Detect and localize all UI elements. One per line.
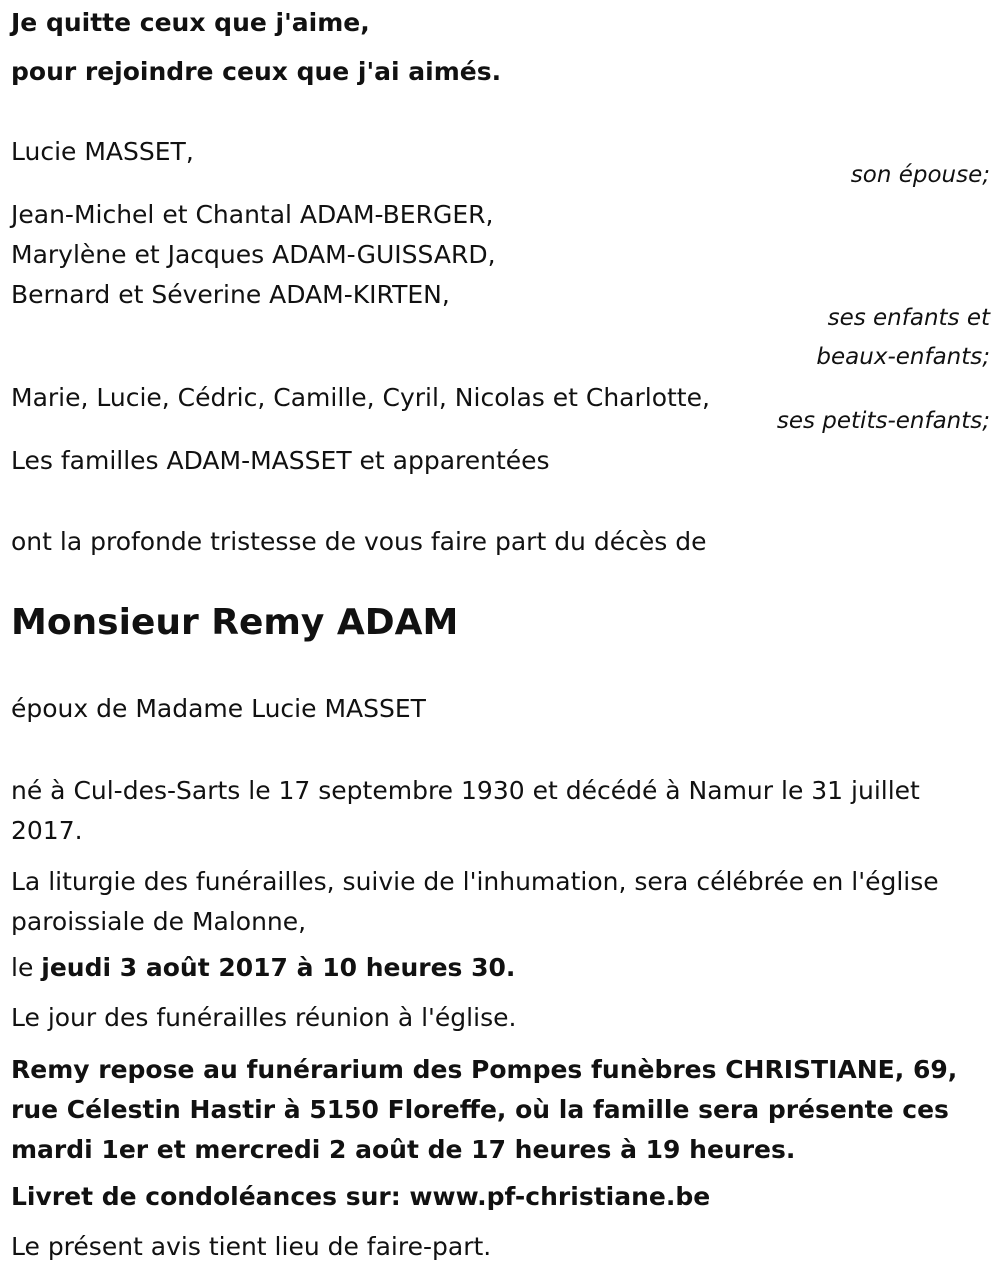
wife-role: son épouse; <box>850 162 990 188</box>
epigraph-line-2: pour rejoindre ceux que j'ai aimés. <box>11 57 502 86</box>
notice: Le présent avis tient lieu de faire-part. <box>11 1232 492 1261</box>
wife-name: Lucie MASSET, <box>11 137 194 166</box>
announcement: ont la profonde tristesse de vous faire part du décès de <box>11 527 707 556</box>
birth-death: né à Cul-des-Sarts le 17 septembre 1930 et décédé à Namur le 31 juillet 2017. <box>11 776 920 845</box>
grandchildren-role: ses petits-enfants; <box>776 408 990 434</box>
epigraph-line-1: Je quitte ceux que j'aime, <box>11 8 370 37</box>
families: Les familles ADAM-MASSET et apparentées <box>11 446 550 475</box>
condolences-line: Livret de condoléances sur: www.pf-christiane.be <box>11 1182 711 1211</box>
liturgy: La liturgie des funérailles, suivie de l'inhumation, sera célébrée en l'église paroissiale de Malonne, <box>11 867 939 936</box>
child-3: Bernard et Séverine ADAM-KIRTEN, <box>11 280 450 309</box>
spouse-line: époux de Madame Lucie MASSET <box>11 694 426 723</box>
funeral-date: jeudi 3 août 2017 à 10 heures 30. <box>41 953 516 982</box>
grandchildren: Marie, Lucie, Cédric, Camille, Cyril, Nicolas et Charlotte, <box>11 383 710 412</box>
child-2: Marylène et Jacques ADAM-GUISSARD, <box>11 240 496 269</box>
children-role-line-1: ses enfants et <box>827 305 990 331</box>
funeral-date-line <box>11 953 515 983</box>
repose-info: Remy repose au funérarium des Pompes funèbres CHRISTIANE, 69, rue Célestin Hastir à 5150 Floreffe, où la famille sera présente ces mardi 1er et mercredi 2 août de 17 heures à 19 heures. <box>11 1055 958 1164</box>
children-role-line-2: beaux-enfants; <box>816 344 990 370</box>
date-prefix: le <box>11 953 42 982</box>
deceased-name: Monsieur Remy ADAM <box>11 602 459 643</box>
meeting: Le jour des funérailles réunion à l'église. <box>11 1003 517 1032</box>
child-1: Jean-Michel et Chantal ADAM-BERGER, <box>11 200 494 229</box>
